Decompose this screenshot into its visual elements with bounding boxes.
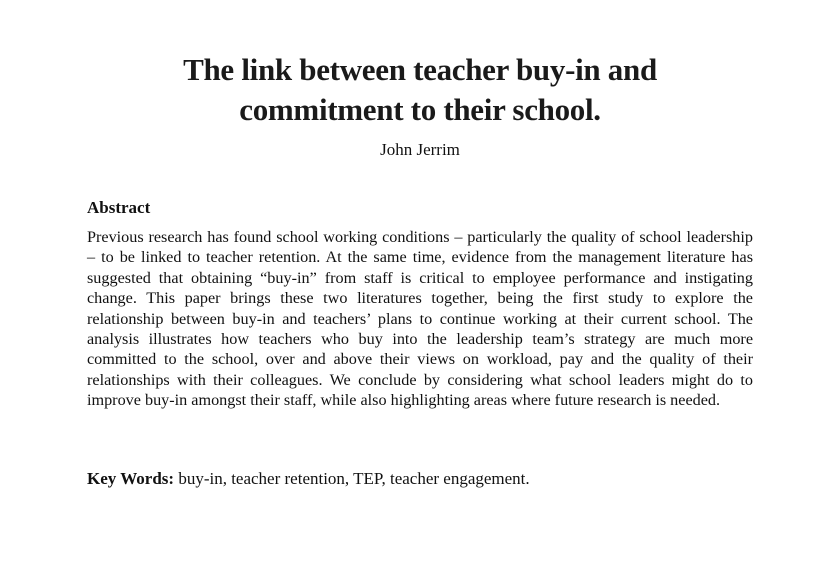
paper-title — [110, 50, 730, 130]
abstract-body: Previous research has found school working conditions – particularly the quality of school leadership – to be linked to teacher retention. At the same time, evidence from the management literature has suggested that obtaining “buy-in” from staff is critical to employee performance and instigating change. This paper brings these two literatures together, being the first study to explore the relationship between buy-in and teachers’ plans to continue working at their current school. The analysis illustrates how teachers who buy into the leadership team’s strategy are much more committed to the school, over and above their views on workload, pay and the quality of their relationships with their colleagues. We conclude by considering what school leaders might do to improve buy-in amongst their staff, while also highlighting areas where future research is needed. — [87, 228, 753, 410]
author-name: John Jerrim — [380, 140, 460, 159]
paper-title-line-1: The link between teacher buy-in and — [183, 52, 657, 87]
keywords-label: Key Words: — [87, 469, 175, 488]
keywords-line — [87, 469, 753, 489]
keywords-text: buy-in, teacher retention, TEP, teacher engagement. — [174, 469, 530, 488]
paper-title-line-2: commitment to their school. — [239, 92, 601, 127]
abstract-heading: Abstract — [87, 198, 151, 217]
